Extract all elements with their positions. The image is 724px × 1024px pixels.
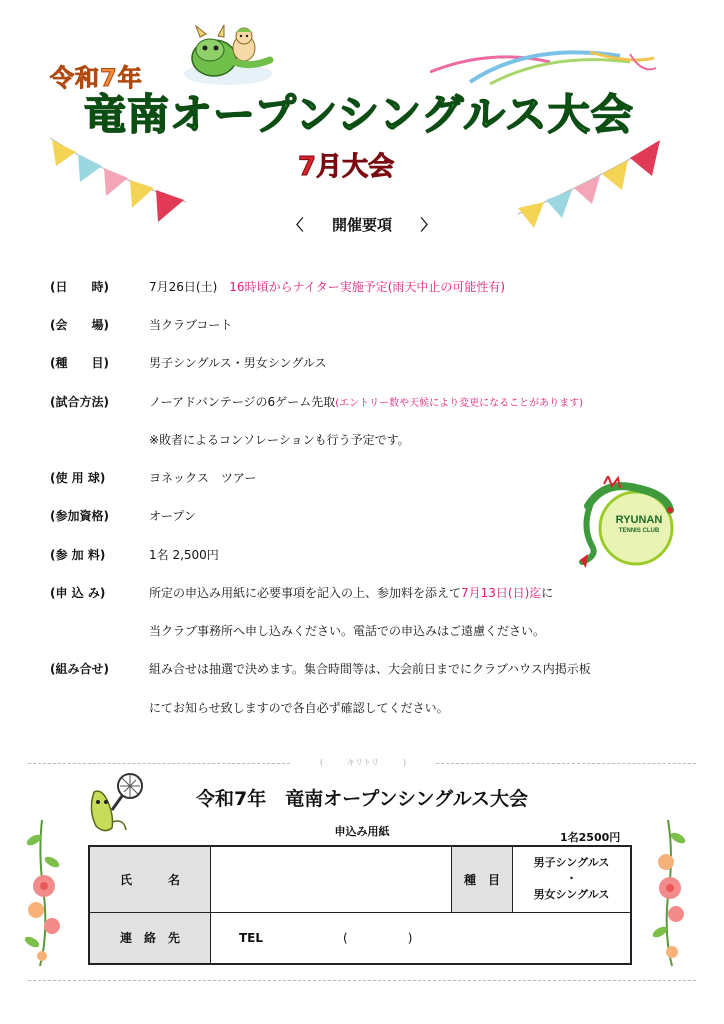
detail-row-events [50,354,690,376]
detail-value: 当クラブコート [149,318,233,332]
contact-label-cell [89,912,211,964]
logo-name: RYUNAN [615,514,663,526]
cut-line [28,757,696,771]
detail-label: (使 用 球) [50,471,106,485]
detail-row-datetime [50,278,690,300]
detail-label: (組み合せ) [50,662,109,676]
era-label: 令和7年 [50,64,143,92]
name-label-cell [89,846,211,912]
application-form-table [88,845,632,965]
detail-value: 男子シングルス・男女シングルス [149,356,327,370]
detail-row-consolation [50,431,690,453]
detail-label: (参 加 料) [50,548,106,562]
bottom-divider [28,980,696,981]
detail-row-format [50,393,690,415]
event-label-cell [452,846,513,912]
detail-row-application [50,584,690,606]
contact-label: 連 絡 先 [119,931,180,946]
detail-value: にてお知らせ致しますので各自必ず確認してください。 [149,701,449,715]
event-option-1: 男子シングルス [533,856,610,870]
flower-left-decoration [20,816,66,970]
detail-value: 所定の申込み用紙に必要事項を記入の上、参加料を添えて7月13日(日)迄に [149,586,554,600]
dragon-mascot-illustration [180,22,280,88]
detail-value: 7月26日(土) 16時頃からナイター実施予定(雨天中止の可能性有) [149,280,506,294]
month-label: 7月大会 [298,152,395,182]
detail-value: オープン [149,509,196,523]
event-label: 種 目 [463,872,500,887]
event-option-separator: ・ [566,872,577,886]
detail-value: 組み合せは抽選で決めます。集合時間等は、大会前日までにクラブハウス内掲示板 [149,662,591,676]
flower-right-decoration [646,816,692,970]
detail-row-draw-cont [50,699,690,721]
logo-sub: TENNIS CLUB [618,528,660,534]
form-fee: 1名2500円 [560,831,621,844]
detail-label: (申 込 み) [50,586,106,600]
detail-note: (エントリー数や天候により変更になることがあります) [335,398,584,409]
heading-bracket-left: 〈 [288,216,304,234]
detail-value: ヨネックス ツアー [149,471,257,485]
page-title: 竜南オープンシングルス大会 [84,90,634,139]
detail-value: 1名 2,500円 [149,548,219,562]
tel-parentheses: ( ) [343,931,413,946]
form-subtitle: 申込み用紙 [334,825,390,838]
contact-input-cell[interactable] [211,912,632,964]
detail-value: ※敗者によるコンソレーションも行う予定です。 [149,433,410,447]
detail-row-venue [50,316,690,338]
detail-label: (会 場) [50,318,109,332]
detail-label: (参加資格) [50,509,109,523]
detail-row-application-cont [50,622,690,644]
detail-label: (日 時) [50,280,109,294]
tel-label: TEL [239,931,264,946]
event-option-2: 男女シングルス [533,888,610,902]
deadline-note: 7月13日(日)迄 [461,586,542,600]
form-title: 令和7年 竜南オープンシングルス大会 [195,788,529,810]
heading-bracket-right: 〉 [420,216,436,234]
heading-text: 開催要項 [331,216,392,234]
name-label: 氏 名 [119,872,180,887]
detail-label: (種 目) [50,356,109,370]
cut-line-label: ( キリトリ ) [319,758,407,767]
detail-note: 16時頃からナイター実施予定(雨天中止の可能性有) [229,280,506,294]
detail-value: 当クラブ事務所へ申し込みください。電話での申込みはご遠慮ください。 [149,624,546,638]
club-logo [574,476,684,572]
detail-label: (試合方法) [50,395,109,409]
event-options-cell[interactable] [513,846,632,912]
detail-value: ノーアドバンテージの6ゲーム先取(エントリー数や天候により変更になることがあります) [149,395,584,409]
name-input-cell[interactable] [211,846,452,912]
detail-row-draw [50,660,690,682]
section-heading [0,214,724,235]
